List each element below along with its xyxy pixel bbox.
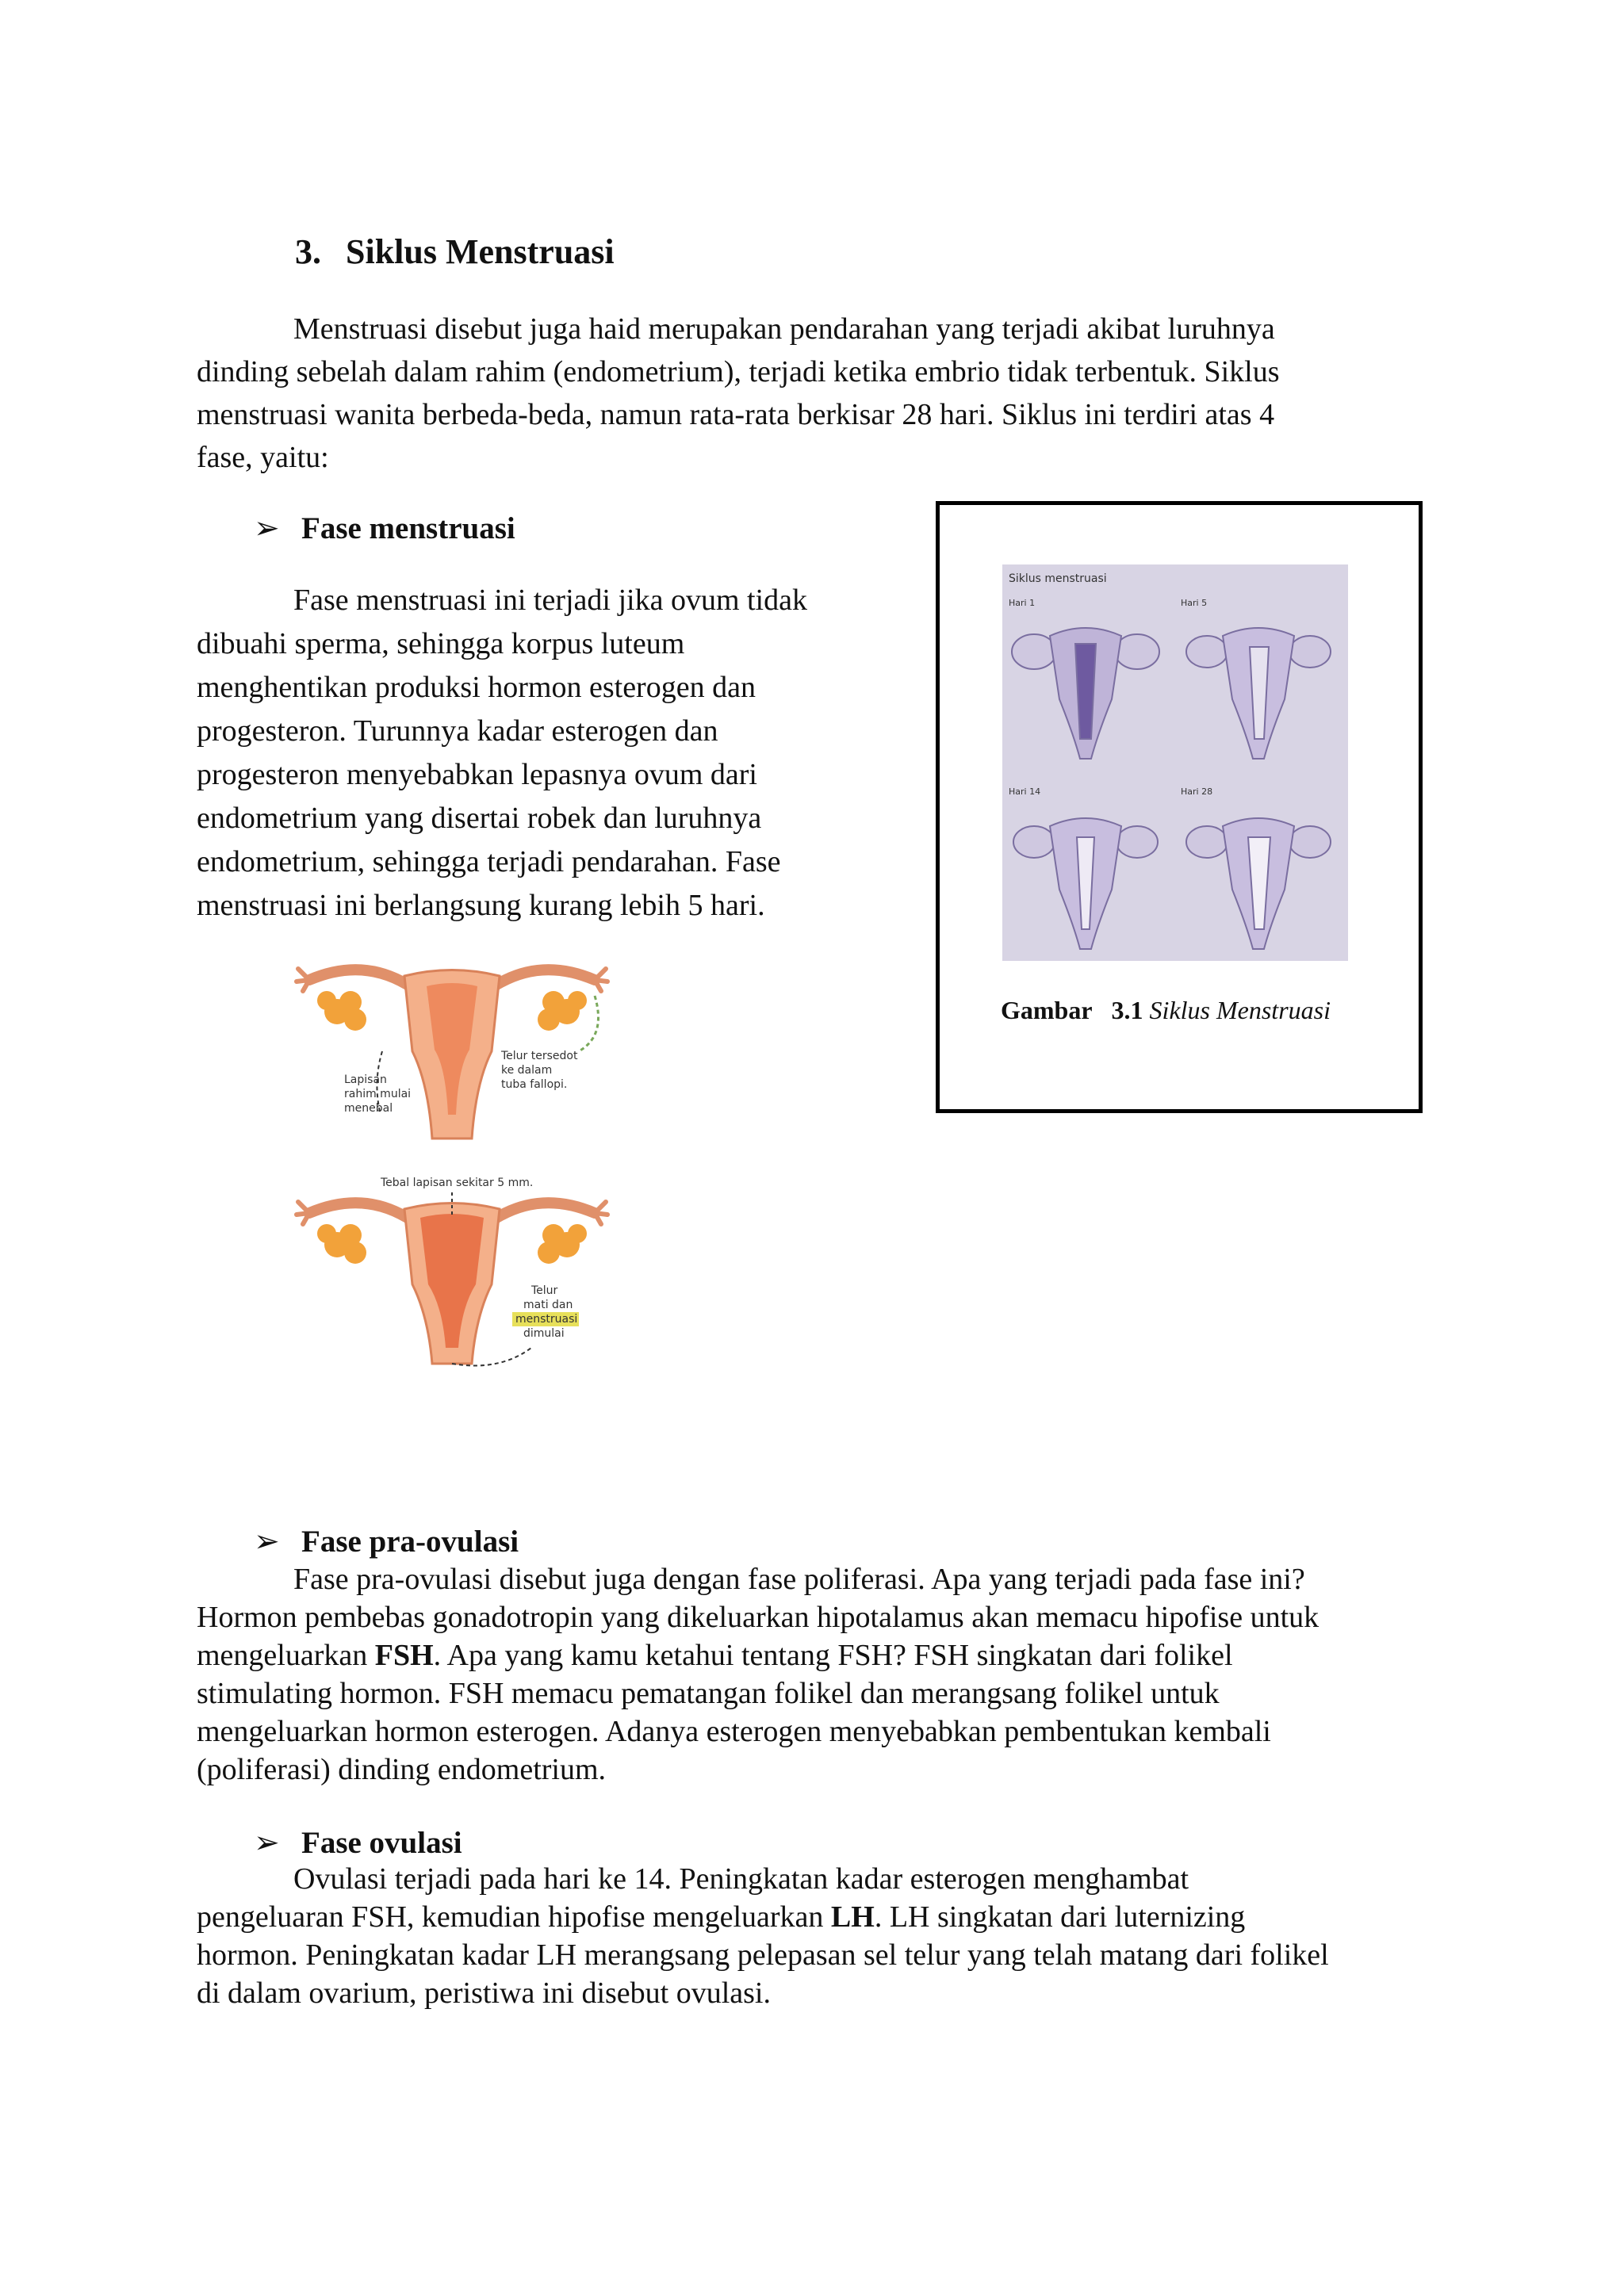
section-heading [295, 232, 615, 272]
phase2-line: mengeluarkan FSH. Apa yang kamu ketahui tentang FSH? FSH singkatan dari folikel [197, 1639, 1233, 1672]
phase1-line: dibuahi sperma, sehingga korpus luteum [197, 627, 685, 660]
phase-ovulasi-heading [254, 1825, 462, 1861]
phase2-line: (poliferasi) dinding endometrium. [197, 1753, 607, 1786]
section-title: Siklus Menstruasi [346, 232, 615, 271]
arrow-bullet-icon: ➢ [254, 1826, 280, 1860]
arrow-bullet-icon: ➢ [254, 511, 280, 545]
phase-pra-ovulasi-body [197, 1560, 1434, 1789]
phase3-line: hormon. Peningkatan kadar LH merangsang pelepasan sel telur yang telah matang dari folikel [197, 1938, 1329, 1972]
uterus-top-label-left: rahim mulai [344, 1088, 412, 1100]
caption-text: Siklus Menstruasi [1149, 996, 1331, 1024]
phase3-line: di dalam ovarium, peristiwa ini disebut ovulasi. [197, 1976, 771, 2010]
phase1-line: endometrium, sehingga terjadi pendarahan. Fase [197, 845, 781, 878]
phase2-line: Hormon pembebas gonadotropin yang dikeluarkan hipotalamus akan memacu hipofise untuk [197, 1601, 1320, 1634]
uterus-bottom-label-top: Tebal lapisan sekitar 5 mm. [381, 1177, 534, 1189]
phase1-line: Fase menstruasi ini terjadi jika ovum tidak [293, 584, 807, 617]
ovary-right [538, 991, 587, 1031]
arrow-bullet-icon: ➢ [254, 1525, 280, 1559]
uterus-bottom-label-right: Telur [531, 1284, 558, 1297]
uterus-top-label-left: Lapisan [344, 1073, 387, 1086]
phase1-line: menghentikan produksi hormon esterogen dan [197, 671, 756, 704]
lh-term: LH [830, 1900, 875, 1934]
figure-background [1002, 564, 1348, 961]
phase-pra-ovulasi-title: Fase pra-ovulasi [301, 1525, 519, 1559]
intro-line: dinding sebelah dalam rahim (endometrium), terjadi ketika embrio tidak terbentuk. Siklus [197, 355, 1280, 388]
phase-pra-ovulasi-heading [254, 1524, 519, 1559]
figure-day-label: Hari 5 [1181, 598, 1208, 608]
uterus-top-label-right: ke dalam [501, 1064, 553, 1077]
ovary-left [317, 1224, 366, 1264]
figure-caption [1001, 996, 1331, 1025]
phase-menstruasi-body [197, 579, 879, 928]
uterus-bottom-label-highlight: menstruasi [515, 1313, 578, 1326]
phase2-line: stimulating hormon. FSH memacu pematangan folikel dan merangsang folikel untuk [197, 1677, 1220, 1710]
phase3-line: Ovulasi terjadi pada hari ke 14. Peningkatan kadar esterogen menghambat [293, 1862, 1189, 1896]
uterus-bottom-label-right: mati dan [523, 1299, 573, 1311]
intro-line: menstruasi wanita berbeda-beda, namun rata-rata berkisar 28 hari. Siklus ini terdiri atas 4 [197, 398, 1275, 431]
phase1-line: progesteron. Turunnya kadar esterogen dan [197, 714, 718, 748]
figure-day-label: Hari 14 [1009, 786, 1041, 797]
caption-number: 3.1 [1111, 996, 1143, 1024]
menstrual-cycle-figure [1002, 564, 1348, 961]
intro-line: Menstruasi disebut juga haid merupakan pendarahan yang terjadi akibat luruhnya [293, 312, 1275, 346]
figure-day-label: Hari 1 [1009, 598, 1036, 608]
uterus-illustration-top [293, 956, 611, 1146]
uterus-top-label-left: menebal [344, 1102, 393, 1115]
phase-menstruasi-title: Fase menstruasi [301, 511, 515, 545]
caption-label: Gambar [1001, 996, 1093, 1024]
ovary-left [317, 991, 366, 1031]
uterus-bottom-label-right: dimulai [523, 1327, 565, 1340]
intro-paragraph [197, 308, 1375, 479]
fsh-term: FSH [374, 1639, 434, 1672]
phase1-line: endometrium yang disertai robek dan luruhnya [197, 802, 762, 835]
phase1-line: menstruasi ini berlangsung kurang lebih 5 hari. [197, 889, 765, 922]
uterus-top-label-right: tuba fallopi. [501, 1078, 568, 1091]
phase-menstruasi-heading [254, 511, 515, 546]
uterus-illustration-bottom [293, 1165, 611, 1380]
section-number: 3. [295, 232, 321, 271]
figure-title: Siklus menstruasi [1009, 572, 1107, 585]
phase-ovulasi-title: Fase ovulasi [301, 1826, 462, 1860]
uterus-top-label-right: Telur tersedot [501, 1050, 578, 1062]
phase-ovulasi-body [197, 1860, 1434, 2012]
phase2-line: mengeluarkan hormon esterogen. Adanya esterogen menyebabkan pembentukan kembali [197, 1715, 1271, 1748]
ovary-right [538, 1224, 587, 1264]
phase1-line: progesteron menyebabkan lepasnya ovum dari [197, 758, 757, 791]
intro-line: fase, yaitu: [197, 441, 329, 474]
phase2-line: Fase pra-ovulasi disebut juga dengan fase poliferasi. Apa yang terjadi pada fase ini? [293, 1563, 1305, 1596]
phase3-line: pengeluaran FSH, kemudian hipofise mengeluarkan LH. LH singkatan dari luternizing [197, 1900, 1246, 1934]
figure-day-label: Hari 28 [1181, 786, 1213, 797]
